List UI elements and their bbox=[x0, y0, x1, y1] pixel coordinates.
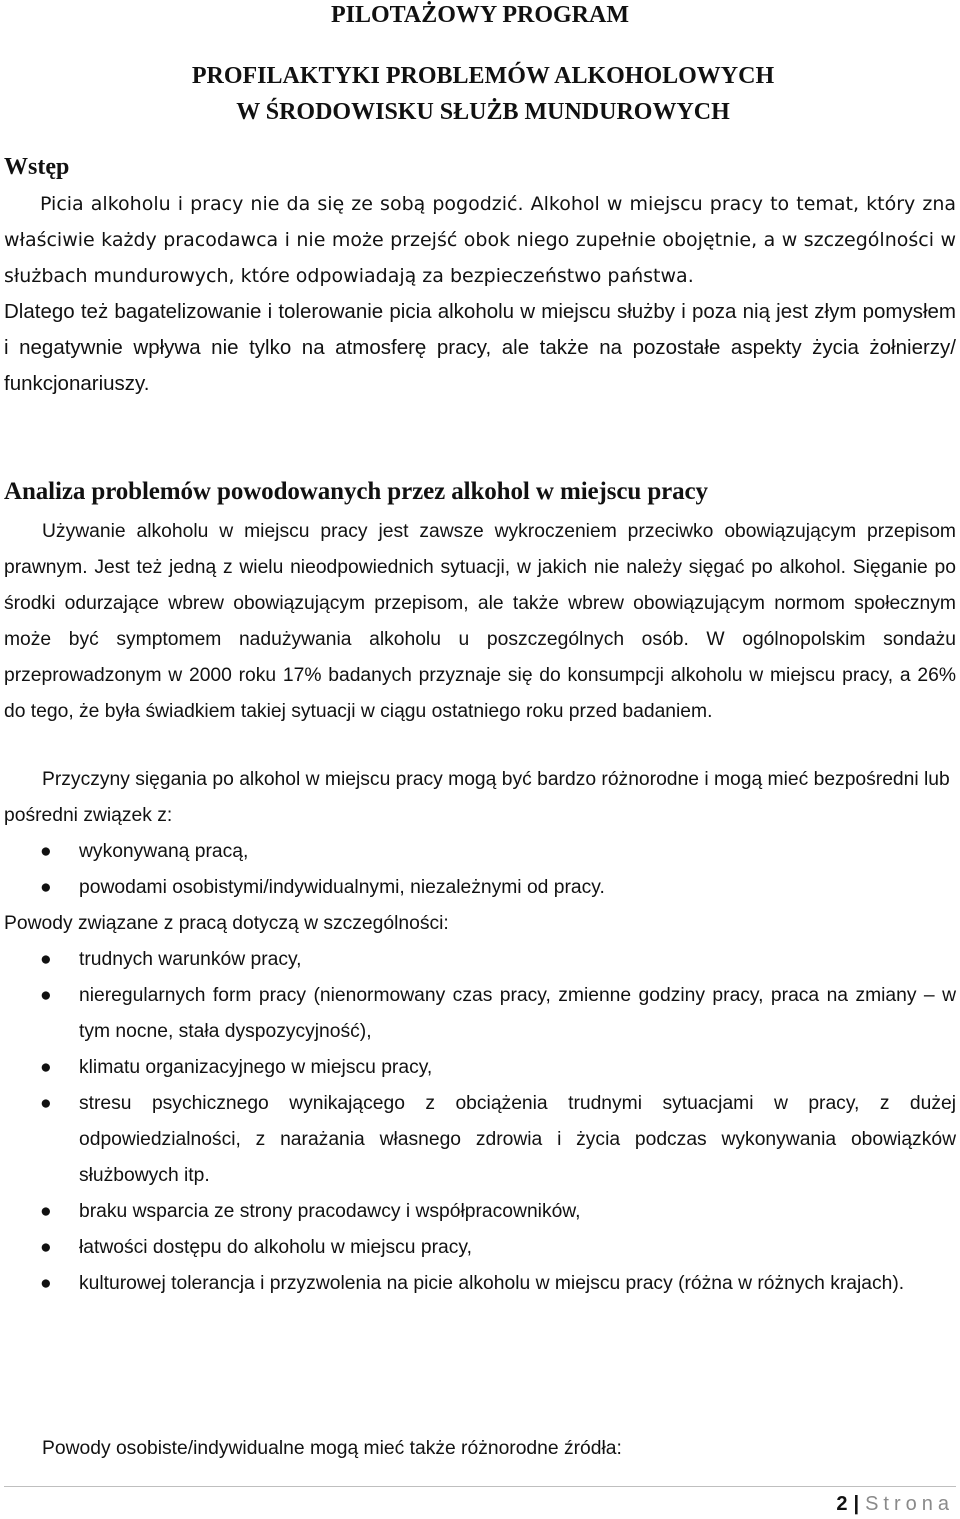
list-item bbox=[0, 870, 956, 906]
list-item-text: łatwości dostępu do alkoholu w miejscu pracy, bbox=[79, 1237, 472, 1258]
list-item-text: powodami osobistymi/indywidualnymi, niezależnymi od pracy. bbox=[79, 877, 605, 898]
program-subtitle-line1: PROFILAKTYKI PROBLEMÓW ALKOHOLOWYCH bbox=[191, 63, 775, 89]
bullet-icon: ● bbox=[40, 1237, 52, 1258]
list-item bbox=[0, 1050, 956, 1086]
list-item-text: wykonywaną pracą, bbox=[79, 841, 249, 862]
bullet-icon: ● bbox=[40, 1201, 52, 1222]
bullet-icon: ● bbox=[40, 1273, 52, 1294]
list-item-text: klimatu organizacyjnego w miejscu pracy, bbox=[79, 1057, 433, 1078]
intro-paragraph-1 bbox=[4, 186, 956, 294]
program-title: PILOTAŻOWY PROGRAM bbox=[331, 2, 629, 28]
personal-reasons-intro: Powody osobiste/indywidualne mogą mieć także różnorodne źródła: bbox=[42, 1438, 622, 1459]
list-item-text: trudnych warunków pracy, bbox=[79, 949, 302, 970]
work-reasons-intro: Powody związane z pracą dotyczą w szczególności: bbox=[4, 913, 449, 934]
list-item-text: nieregularnych form pracy (nienormowany czas pracy, zmienne godziny pracy, praca na zmiany – w tym nocne, stała dyspozycyjność), bbox=[79, 985, 956, 1042]
list-item bbox=[0, 1230, 956, 1266]
intro-paragraph-1-text: Picia alkoholu i pracy nie da się ze sobą pogodzić. Alkohol w miejscu pracy to temat, który zna właściwie każdy pracodawca i nie może przejść obok niego zupełnie obojętnie, a w szczególności w służbach mundurowych, które odpowiadają za bezpieczeństwo państwa. bbox=[4, 193, 956, 287]
intro-heading: Wstęp bbox=[4, 154, 70, 180]
list-item bbox=[0, 1086, 956, 1194]
list-item-text: stresu psychicznego wynikającego z obciążenia trudnymi sytuacjami w pracy, z dużej odpowiedzialności, z narażania własnego zdrowia i życia podczas wykonywania obowiązków służbowych itp. bbox=[79, 1093, 956, 1186]
page-label: Strona bbox=[865, 1493, 954, 1515]
bullet-icon: ● bbox=[40, 841, 52, 862]
analysis-paragraph-1 bbox=[4, 514, 956, 730]
analysis-paragraph-2-text: Przyczyny sięgania po alkohol w miejscu pracy mogą być bardzo różnorodne i mogą mieć bezpośredni lub pośredni związek z: bbox=[4, 769, 950, 826]
list-item-text: braku wsparcia ze strony pracodawcy i współpracowników, bbox=[79, 1201, 581, 1222]
program-subtitle bbox=[0, 58, 960, 130]
analysis-paragraph-1-text: Używanie alkoholu w miejscu pracy jest zawsze wykroczeniem przeciwko obowiązującym przepisom prawnym. Jest też jedną z wielu nieodpowiednich sytuacji, w jakich nie należy sięgać po alkohol. Sięganie po środki odurzające wbrew obowiązującym przepisom, ale także wbrew obowiązującym normom społecznym może być symptomem nadużywania alkoholu u poszczególnych osób. W ogólnopolskim sondażu przeprowadzonym w 2000 roku 17% badanych przyznaje się do konsumpcji alkoholu w miejscu pracy, a 26% do tego, że była świadkiem takiej sytuacji w ciągu ostatniego roku przed badaniem. bbox=[4, 521, 956, 722]
list-item bbox=[0, 978, 956, 1050]
bullet-icon: ● bbox=[40, 1093, 52, 1114]
analysis-paragraph-2 bbox=[4, 762, 956, 834]
page-number: 2 bbox=[836, 1493, 848, 1515]
intro-paragraph-2: Dlatego też bagatelizowanie i tolerowanie picia alkoholu w miejscu służby i poza nią jest złym pomysłem i negatywnie wpływa nie tylko na atmosferę pracy, ale także na pozostałe aspekty życia żołnierzy/ funkcjonariuszy. bbox=[4, 300, 956, 395]
list-item bbox=[0, 1266, 956, 1302]
bullet-icon: ● bbox=[40, 877, 52, 898]
page-footer bbox=[836, 1489, 954, 1519]
footer-divider bbox=[4, 1486, 956, 1487]
bullet-icon: ● bbox=[40, 949, 52, 970]
list-item bbox=[0, 1194, 956, 1230]
work-reasons-list bbox=[0, 942, 956, 1302]
list-item-text: kulturowej tolerancja i przyzwolenia na picie alkoholu w miejscu pracy (różna w różnych krajach). bbox=[79, 1273, 905, 1294]
bullet-icon: ● bbox=[40, 1057, 52, 1078]
list-item bbox=[0, 942, 956, 978]
program-subtitle-line2: W ŚRODOWISKU SŁUŻB MUNDUROWYCH bbox=[236, 99, 730, 125]
causes-list bbox=[0, 834, 956, 906]
footer-separator: | bbox=[853, 1493, 860, 1515]
analysis-heading: Analiza problemów powodowanych przez alkohol w miejscu pracy bbox=[4, 478, 708, 505]
bullet-icon: ● bbox=[40, 985, 52, 1006]
list-item bbox=[0, 834, 956, 870]
